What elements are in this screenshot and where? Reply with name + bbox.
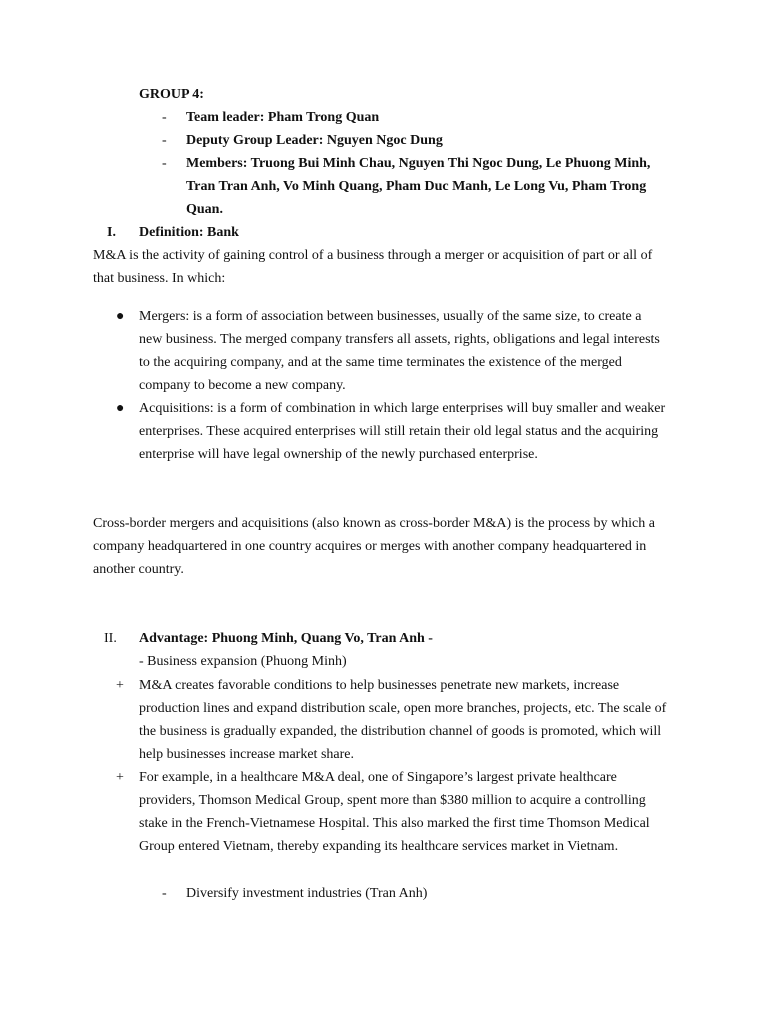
bullet-icon: ● [116,309,125,324]
dash-marker: - [162,156,167,171]
mergers-line-3: to the acquiring company, and at the same time terminates the existence of the merged [139,355,622,370]
members-line-2: Tran Tran Anh, Vo Minh Quang, Pham Duc Manh, Le Long Vu, Pham Trong [186,179,647,194]
deputy-leader-text: Deputy Group Leader: Nguyen Ngoc Dung [186,133,443,148]
dash-marker: - [162,886,167,901]
members-line-1: Members: Truong Bui Minh Chau, Nguyen Thi Ngoc Dung, Le Phuong Minh, [186,156,651,171]
mergers-line-1: Mergers: is a form of association between businesses, usually of the same size, to create a [139,309,642,324]
team-leader-text: Team leader: Pham Trong Quan [186,110,380,125]
section-1-heading: Definition: Bank [139,225,239,240]
example-line-2: providers, Thomson Medical Group, spent more than $380 million to acquire a controlling [139,793,646,808]
crossborder-line-2: company headquartered in one country acquires or merges with another company headquartered in [93,539,647,554]
intro-line-2: that business. In which: [93,271,226,286]
plus-marker: + [116,770,124,785]
group-title: GROUP 4: [139,87,204,102]
acquisitions-line-1: Acquisitions: is a form of combination in which large enterprises will buy smaller and weaker [139,401,666,416]
example-line-1: For example, in a healthcare M&A deal, one of Singapore’s largest private healthcare [139,770,617,785]
crossborder-line-1: Cross-border mergers and acquisitions (also known as cross-border M&A) is the process by which a [93,516,655,531]
expansion-line-3: the business is gradually expanded, the distribution channel of goods is promoted, which will [139,724,662,739]
section-2-numeral: II. [104,631,117,646]
expansion-line-2: production lines and expand distribution scale, open more branches, projects, etc. The scale of [139,701,667,716]
intro-line-1: M&A is the activity of gaining control of a business through a merger or acquisition of part or all of [93,248,653,263]
section-2-heading: Advantage: Phuong Minh, Quang Vo, Tran Anh - [139,631,433,646]
crossborder-line-3: another country. [93,562,184,577]
expansion-line-1: M&A creates favorable conditions to help businesses penetrate new markets, increase [139,678,620,693]
acquisitions-line-2: enterprises. These acquired enterprises will still retain their old legal status and the acquiring [139,424,659,439]
members-line-3: Quan. [186,202,223,217]
dash-marker: - [162,133,167,148]
mergers-line-4: company to become a new company. [139,378,346,393]
acquisitions-line-3: enterprise will have legal ownership of the newly purchased enterprise. [139,447,538,462]
mergers-line-2: new business. The merged company transfers all assets, rights, obligations and legal interests [139,332,660,347]
section-1-numeral: I. [107,225,116,240]
example-line-4: Group entered Vietnam, thereby expanding its healthcare services market in Vietnam. [139,839,619,854]
business-expansion-subheading: - Business expansion (Phuong Minh) [139,654,347,669]
plus-marker: + [116,678,124,693]
diversify-item: Diversify investment industries (Tran Anh) [186,886,428,901]
expansion-line-4: help businesses increase market share. [139,747,354,762]
example-line-3: stake in the French-Vietnamese Hospital. This also marked the first time Thomson Medical [139,816,650,831]
dash-marker: - [162,110,167,125]
bullet-icon: ● [116,401,125,416]
